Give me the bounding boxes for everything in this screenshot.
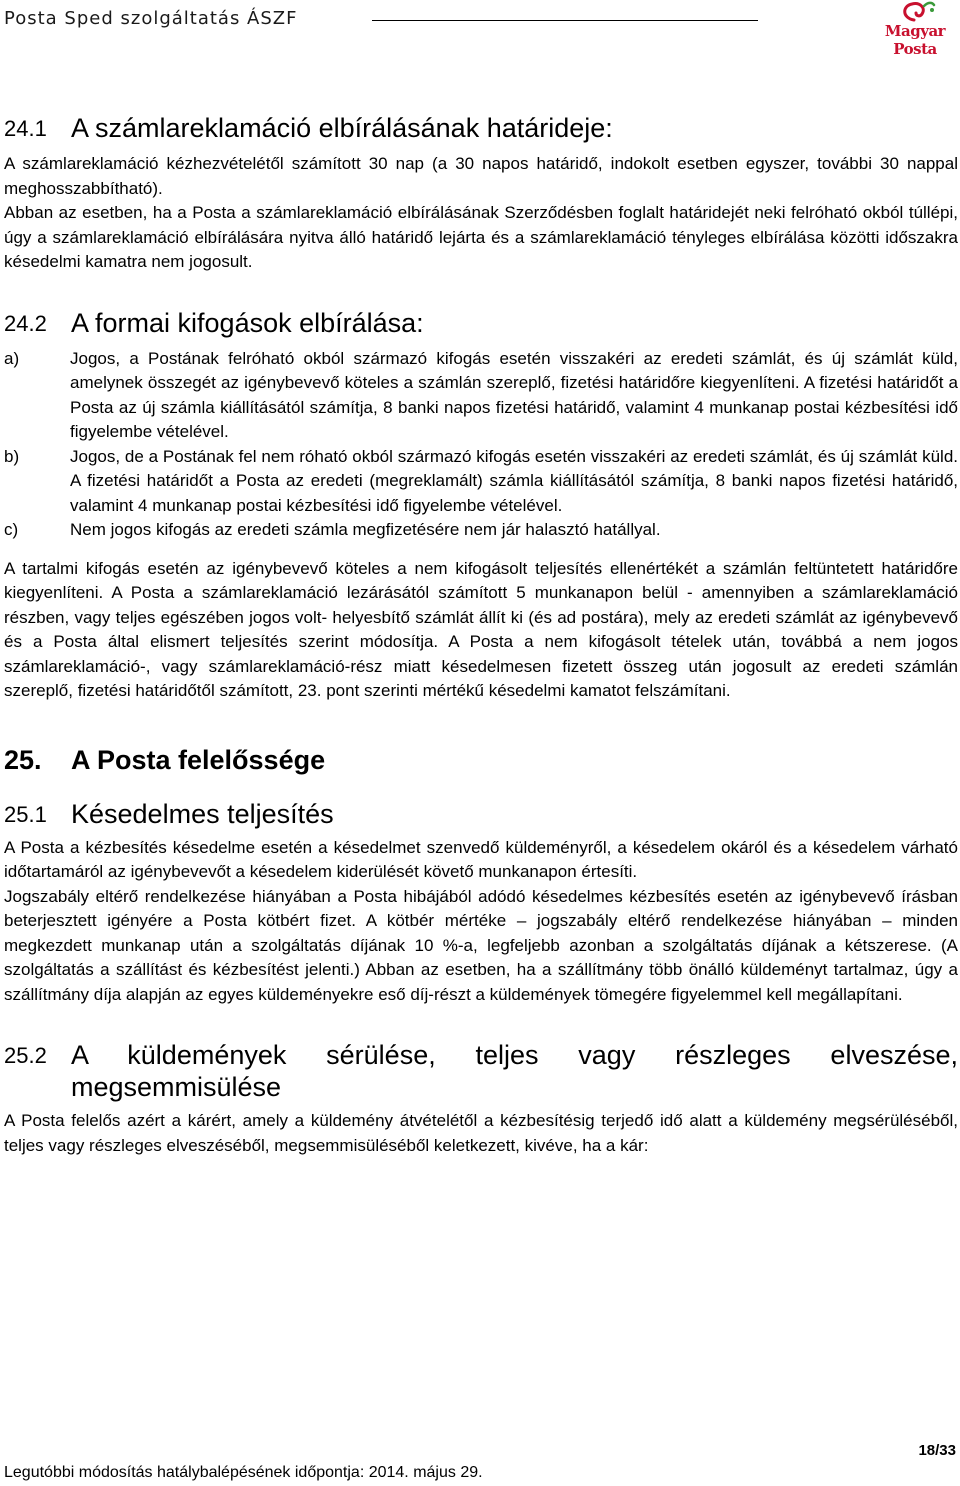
section-title: A számlareklamáció elbírálásának határideje: xyxy=(71,113,613,143)
list-marker: c) xyxy=(4,520,19,539)
section-24-1-heading xyxy=(4,112,958,146)
section-title: A küldemények sérülése, teljes vagy részleges elveszése, megsemmisülése xyxy=(71,1040,958,1102)
modification-date-note: Legutóbbi módosítás hatálybalépésének időpontja: 2014. május 29. xyxy=(4,1464,483,1481)
objection-list xyxy=(4,347,958,543)
list-marker: a) xyxy=(4,348,20,368)
list-item xyxy=(4,347,958,445)
section-25-1-heading xyxy=(4,798,958,832)
document-body xyxy=(4,112,958,1158)
page-number: 18/33 xyxy=(918,1442,956,1459)
list-item xyxy=(4,518,958,543)
paragraph: A tartalmi kifogás esetén az igénybevevő köteles a nem kifogásolt teljesítés ellenértékét a számlán feltüntetett határidőre kiegyenlíteni. A Posta a számlareklamáció lezárásától számított 5 munkanapon belül - amennyiben a számlareklamáció részben, vagy teljes egészében jogos volt- helyesbítő számlát állít ki (és ad postára), mely az eredeti számlát az igénybevevő és a Posta által elismert teljesítés szerint módosítja. A Posta a nem kifogásolt tételek után, továbbá a nem jogos számlareklamáció-, vagy számlareklamáció-rész miatt késedelmesen fizetett összeg után jogosult az eredeti számlán szereplő, fizetési határidőtől számított, 23. pont szerinti mértékű késedelmi kamatot felszámítani. xyxy=(4,558,958,700)
list-item xyxy=(4,445,958,519)
document-title: Posta Sped szolgáltatás ÁSZF xyxy=(4,8,298,29)
magyar-posta-logo xyxy=(872,0,958,58)
section-number: 25.1 xyxy=(4,801,47,827)
header-rule xyxy=(372,20,758,21)
paragraph: A Posta a kézbesítés késedelme esetén a késedelmet szenvedő küldeményről, a késedelem okáról és a késedelem várható időtartamáról az igénybevevőt a késedelem kiderülését követő munkanapon értesíti. xyxy=(4,837,958,881)
section-24-2-heading xyxy=(4,307,958,341)
paragraph: Jogszabály eltérő rendelkezése hiányában a Posta hibájából adódó késedelmes kézbesítés esetén az igénybevevő írásban beterjesztett igényére a Posta kötbért fizet. A kötbér mértéke – jogszabály eltérő rendelkezése hiányában – minden megkezdett munkanap után a szolgáltatás díjának 10 %-a, legfeljebb azonban a szolgáltatás díjának a kétszerese. (A szolgáltatás a szállítást és kézbesítést jelenti.) Abban az esetben, ha a szállítmány több önálló küldeményt tartalmaz, úgy a szállítmány díja alapján az egyes küldeményekre eső díj-részt a küldemények tömegére figyelemmel kell megállapítani. xyxy=(4,886,958,1004)
logo-wordmark: Magyar Posta xyxy=(884,22,946,58)
section-number: 24.1 xyxy=(4,116,47,141)
paragraph: A Posta felelős azért a kárért, amely a küldemény átvételétől a kézbesítésig terjedő idő alatt a küldemény megsérüléséből, teljes vagy részleges elveszéséből, megsemmisüléséből keletkezett, kivéve, ha a kár: xyxy=(4,1111,958,1155)
paragraph: Abban az esetben, ha a Posta a számlareklamáció elbírálásának Szerződésben foglalt határidejét neki felróható okból túllépi, úgy a számlareklamáció elbírálására nyitva álló határidő lejárta és a számlareklamáció tényleges elbírálása közötti időszakra késedelmi kamatra nem jogosult. xyxy=(4,203,958,271)
section-25-2-heading xyxy=(4,1039,958,1103)
section-number: 25. xyxy=(4,744,42,775)
section-title: A formai kifogások elbírálása: xyxy=(71,307,424,338)
list-marker: b) xyxy=(4,446,20,466)
paragraph: A számlareklamáció kézhezvételétől számított 30 nap (a 30 napos határidő, indokolt esetben egyszer, további 30 nappal meghosszabbítható). xyxy=(4,154,958,198)
section-25-heading xyxy=(4,744,958,776)
section-number: 25.2 xyxy=(4,1043,47,1068)
section-number: 24.2 xyxy=(4,310,47,336)
section-title: Késedelmes teljesítés xyxy=(71,798,334,829)
posta-horn-icon xyxy=(872,0,958,24)
list-item-text: Jogos, de a Postának fel nem róható okból származó kifogás esetén visszakéri az eredeti számlát, és új számlát küld. A fizetési határidőt a Posta az eredeti (megreklamált) számla kiállításától számítja, 8 banki napos fizetési határidő, valamint 4 munkanap postai kézbesítési idő figyelembe vételével. xyxy=(70,446,958,515)
list-item-text: Jogos, a Postának felróható okból származó kifogás esetén visszakéri az eredeti számlát, és új számlát küld, amelynek összegét az igénybevevő köteles a számlán szereplő, fizetési határidőre kiegyenlíteni. A fizetési határidőt a Posta az új számla kiállításától számítja, 8 banki napos fizetési határidő, valamint 4 munkanap postai kézbesítési idő figyelembe vételével. xyxy=(70,348,958,441)
list-item-text: Nem jogos kifogás az eredeti számla megfizetésére nem jár halasztó hatállyal. xyxy=(70,520,661,539)
section-title: A Posta felelőssége xyxy=(71,744,326,775)
